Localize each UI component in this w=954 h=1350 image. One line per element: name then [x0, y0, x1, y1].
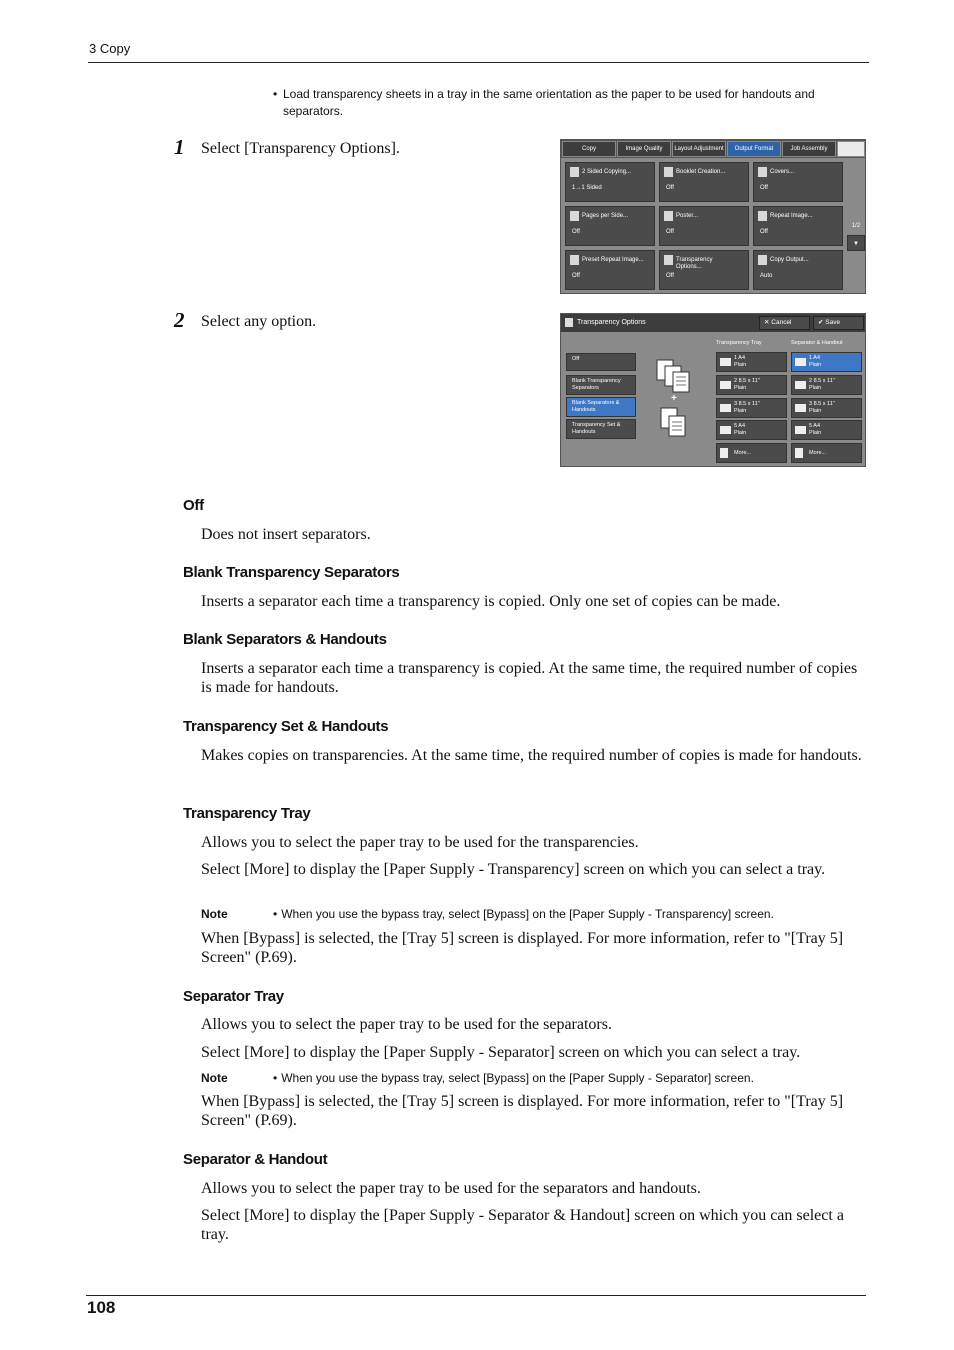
covers-icon [758, 167, 767, 177]
booklet-icon [664, 167, 673, 177]
poster-icon [664, 211, 673, 221]
section-heading-separator-tray: Separator Tray [183, 988, 284, 1005]
section-heading-off: Off [183, 497, 204, 514]
option-transparency-set-handouts[interactable]: Transparency Set & Handouts [566, 419, 636, 439]
checkbox-icon [795, 426, 806, 434]
note-text: • When you use the bypass tray, select [Bypass] on the [Paper Supply - Separator] screen. [273, 1071, 754, 1085]
close-icon: ✕ [764, 319, 770, 326]
scroll-down-button[interactable] [847, 235, 865, 251]
cancel-button[interactable]: ✕ Cancel [759, 316, 810, 330]
tab-job-assembly[interactable]: Job Assembly [782, 141, 836, 157]
separator-tray-2[interactable]: 2 8.5 x 11" Plain [791, 375, 862, 395]
note-label: Note [201, 1071, 228, 1085]
step-number: 1 [174, 135, 185, 159]
option-blank-separators-handouts[interactable]: Blank Separators & Handouts [566, 397, 636, 417]
poster-button[interactable]: Poster... Off [659, 206, 749, 246]
option-blank-transparency-separators[interactable]: Blank Transparency Separators [566, 375, 636, 395]
preset-repeat-image-button[interactable]: Preset Repeat Image... Off [565, 250, 655, 290]
separator-more-button[interactable]: More... [791, 443, 862, 463]
checkbox-icon [720, 381, 731, 389]
section-text: When [Bypass] is selected, the [Tray 5] screen is displayed. For more information, refer to "[Tray 5] Screen" (P.69). [201, 930, 844, 966]
check-icon: ✔ [818, 319, 824, 326]
bullet: • [273, 87, 278, 101]
section-text: Select [More] to display the [Paper Supply - Separator] screen on which you can select a tray. [201, 1044, 801, 1061]
tab-output-format[interactable]: Output Format [727, 141, 781, 157]
separator-tray-3[interactable]: 3 8.5 x 11" Plain [791, 398, 862, 418]
handout-stack-icon [661, 408, 685, 436]
checkbox-icon [795, 381, 806, 389]
section-heading-separator-handout: Separator & Handout [183, 1151, 328, 1168]
section-heading-transparency-tray: Transparency Tray [183, 805, 311, 822]
section-text: Select [More] to display the [Paper Supply - Transparency] screen on which you can select a tray. [201, 861, 826, 878]
checkbox-icon [795, 404, 806, 412]
intro-note-text: Load transparency sheets in a tray in the same orientation as the paper to be used for handouts and separators. [283, 87, 815, 118]
section-text: Allows you to select the paper tray to be used for the separators and handouts. [201, 1180, 701, 1197]
chevron-down-icon: ▼ [853, 241, 859, 247]
section-heading-set-handouts: Transparency Set & Handouts [183, 718, 389, 735]
tab-image-quality[interactable]: Image Quality [617, 141, 671, 157]
section-text: Inserts a separator each time a transparency is copied. Only one set of copies can be made. [201, 593, 781, 610]
checkbox-icon [720, 426, 731, 434]
repeat-image-button[interactable]: Repeat Image... Off [753, 206, 843, 246]
note-text: • When you use the bypass tray, select [Bypass] on the [Paper Supply - Transparency] screen. [273, 907, 774, 921]
section-text: Makes copies on transparencies. At the same time, the required number of copies is made for handouts. [201, 747, 862, 764]
running-header: 3 Copy [89, 41, 131, 56]
preset-repeat-icon [570, 255, 579, 265]
section-text: Select [More] to display the [Paper Supply - Separator & Handout] screen on which you can select a tray. [201, 1207, 844, 1243]
transparency-more-button[interactable]: More... [716, 443, 787, 463]
tab-copy[interactable]: Copy [562, 141, 616, 157]
covers-button[interactable]: Covers... Off [753, 162, 843, 202]
transparency-options-button[interactable]: Transparency Options... Off [659, 250, 749, 290]
copy-output-icon [758, 255, 767, 265]
save-button[interactable]: ✔ Save [813, 316, 864, 330]
pages-per-side-icon [570, 211, 579, 221]
tab-bar [561, 140, 865, 158]
step-number: 2 [174, 308, 185, 332]
step-text: Select any option. [201, 313, 317, 330]
transparency-tray-5[interactable]: 5 A4 Plain [716, 420, 787, 440]
section-text: Allows you to select the paper tray to be used for the transparencies. [201, 834, 639, 851]
plus-icon: + [671, 393, 677, 404]
transparency-tray-header: Transparency Tray [716, 340, 762, 346]
two-sided-copying-button[interactable]: 2 Sided Copying... 1→1 Sided [565, 162, 655, 202]
screen-title-bar [561, 314, 865, 332]
section-heading-blank-transparency: Blank Transparency Separators [183, 564, 400, 581]
transparency-icon [565, 318, 573, 327]
section-text: Allows you to select the paper tray to be used for the separators. [201, 1016, 612, 1033]
option-off[interactable]: Off [566, 353, 636, 371]
step-text: Select [Transparency Options]. [201, 140, 400, 157]
stack-illustration [653, 354, 705, 446]
note-label: Note [201, 907, 228, 921]
page-indicator: 1/2 [847, 218, 865, 234]
header-divider [88, 62, 869, 63]
checkbox-icon [720, 404, 731, 412]
transparency-stack-icon [657, 360, 689, 392]
tab-empty [837, 141, 865, 157]
pages-per-side-button[interactable]: Pages per Side... Off [565, 206, 655, 246]
section-heading-blank-handouts: Blank Separators & Handouts [183, 631, 387, 648]
repeat-image-icon [758, 211, 767, 221]
separator-handout-header: Separator & Handout [791, 340, 843, 346]
booklet-creation-button[interactable]: Booklet Creation... Off [659, 162, 749, 202]
transparency-tray-1[interactable]: 1 A4 Plain [716, 352, 787, 372]
footer-divider [86, 1295, 866, 1296]
separator-tray-5[interactable]: 5 A4 Plain [791, 420, 862, 440]
separator-tray-1[interactable]: 1 A4 Plain [791, 352, 862, 372]
tab-layout-adjustment[interactable]: Layout Adjustment [672, 141, 726, 157]
transparency-options-screen [560, 313, 866, 467]
intro-note [273, 86, 873, 120]
section-text: When [Bypass] is selected, the [Tray 5] screen is displayed. For more information, refer to "[Tray 5] Screen" (P.69). [201, 1093, 844, 1129]
checkbox-icon [795, 358, 806, 366]
list-icon [720, 448, 728, 458]
transparency-icon [664, 255, 673, 265]
section-text: Does not insert separators. [201, 526, 371, 543]
page-number: 108 [87, 1298, 116, 1317]
section-text: Inserts a separator each time a transparency is copied. At the same time, the required number of copies is made for handouts. [201, 660, 858, 696]
checkbox-icon [720, 358, 731, 366]
output-format-screen [560, 139, 866, 294]
duplex-icon [570, 167, 579, 177]
screen-title: Transparency Options [577, 319, 646, 326]
list-icon [795, 448, 803, 458]
transparency-tray-3[interactable]: 3 8.5 x 11" Plain [716, 398, 787, 418]
copy-output-button[interactable]: Copy Output... Auto [753, 250, 843, 290]
transparency-tray-2[interactable]: 2 8.5 x 11" Plain [716, 375, 787, 395]
